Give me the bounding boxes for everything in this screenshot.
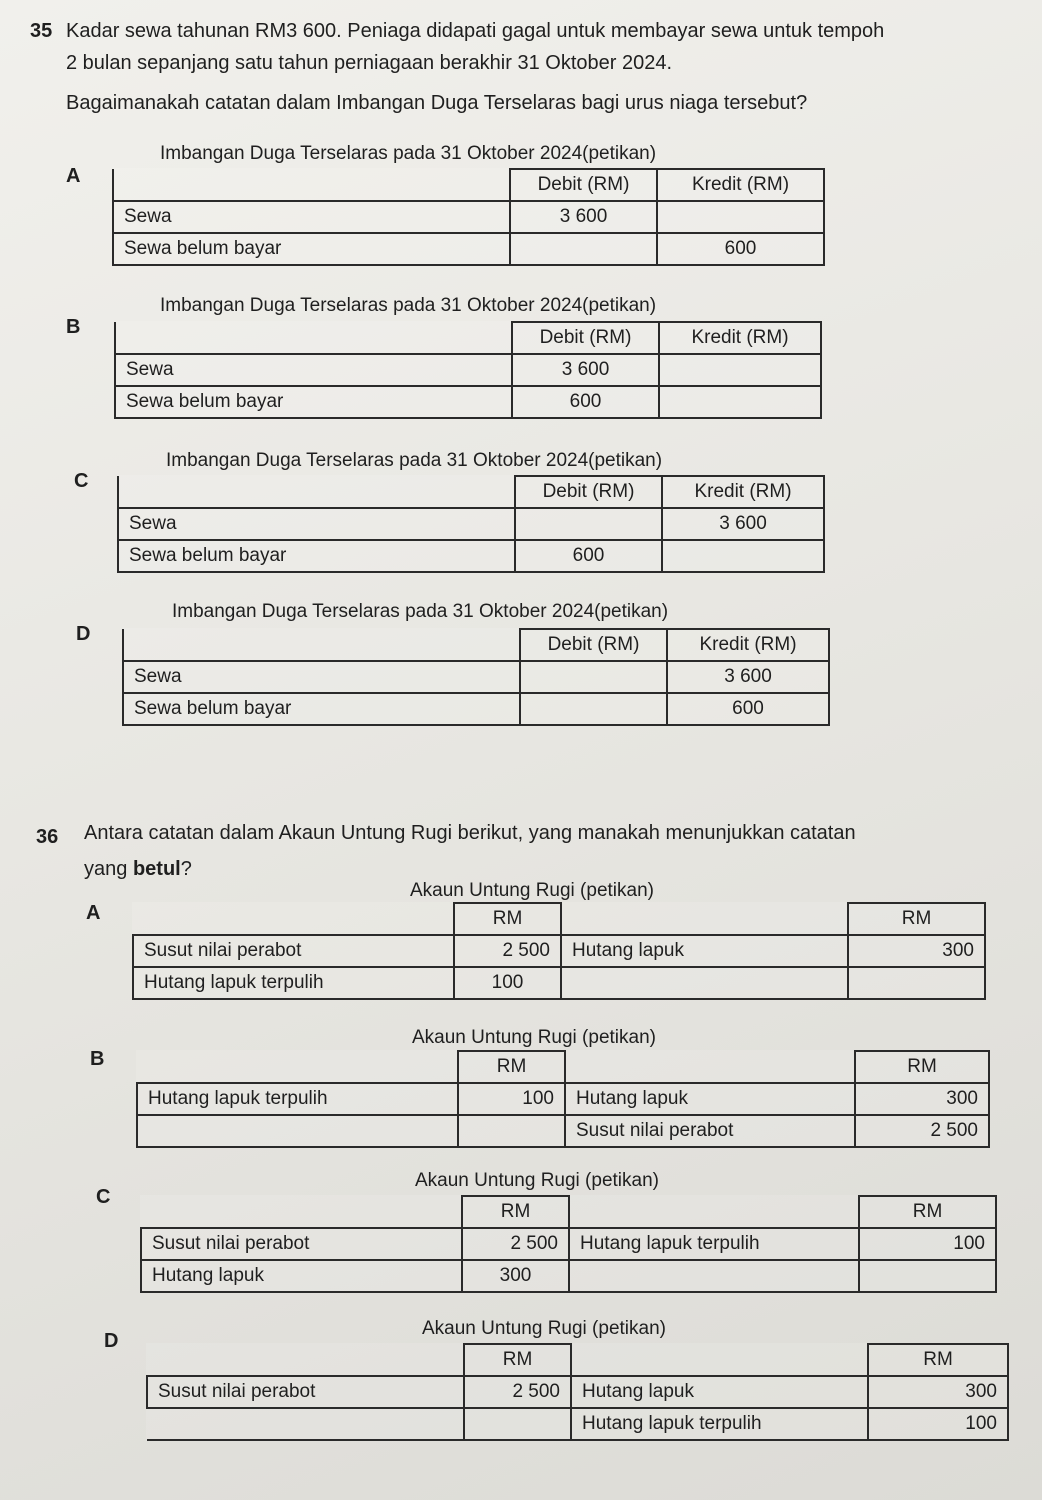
header-kredit: Kredit (RM) [667,629,829,661]
q35-option-a-table [112,168,825,266]
header-blank-right [561,903,848,935]
right-row-2-value [859,1260,996,1292]
right-row-2-label [569,1260,859,1292]
belum-bayar-debit: 600 [512,386,659,418]
header-blank [113,169,510,201]
q36-option-b-table [136,1050,990,1148]
header-blank [123,629,520,661]
question-36-number: 36 [36,826,59,848]
q36-option-b-letter[interactable]: B [90,1048,105,1070]
header-kredit: Kredit (RM) [662,476,824,508]
q35-option-b-caption: Imbangan Duga Terselaras pada 31 Oktober 2024(petikan) [160,295,657,316]
left-row-1-value: 100 [458,1083,565,1115]
row-label-sewa: Sewa [118,508,515,540]
right-row-2-label: Susut nilai perabot [565,1115,855,1147]
header-rm-left: RM [458,1051,565,1083]
header-rm-right: RM [868,1344,1008,1376]
belum-bayar-debit: 600 [515,540,662,572]
q36-option-c-caption: Akaun Untung Rugi (petikan) [415,1170,659,1191]
row-label-sewa-belum-bayar: Sewa belum bayar [113,233,510,265]
left-row-2-value: 100 [454,967,561,999]
header-kredit: Kredit (RM) [659,322,821,354]
belum-bayar-kredit [659,386,821,418]
header-blank [118,476,515,508]
header-blank-left [141,1196,462,1228]
header-blank-right [571,1344,868,1376]
header-debit: Debit (RM) [512,322,659,354]
sewa-kredit [657,201,824,233]
question-35-text-line-1: Kadar sewa tahunan RM3 600. Peniaga didapati gagal untuk membayar sewa untuk tempoh [66,20,885,42]
q35-option-b-table [114,321,822,419]
header-rm-left: RM [462,1196,569,1228]
left-row-1-value: 2 500 [462,1228,569,1260]
header-rm-right: RM [848,903,985,935]
header-debit: Debit (RM) [510,169,657,201]
belum-bayar-kredit [662,540,824,572]
q35-option-b-letter[interactable]: B [66,316,81,338]
header-rm-left: RM [464,1344,571,1376]
header-debit: Debit (RM) [520,629,667,661]
belum-bayar-debit [520,693,667,725]
q35-option-d-caption: Imbangan Duga Terselaras pada 31 Oktober 2024(petikan) [172,601,669,622]
right-row-2-value: 100 [868,1408,1008,1440]
sewa-debit [515,508,662,540]
q36-option-a-table [132,902,986,1000]
q35-option-d-letter[interactable]: D [76,623,91,645]
q35-option-d-table [122,628,830,726]
q36-line2-bold: betul [132,858,181,880]
right-row-1-value: 300 [855,1083,989,1115]
header-blank-left [133,903,454,935]
question-35-number: 35 [30,20,53,42]
sewa-debit: 3 600 [510,201,657,233]
left-row-1-label: Susut nilai perabot [147,1376,464,1408]
right-row-1-label: Hutang lapuk [571,1376,868,1408]
header-blank-right [569,1196,859,1228]
q36-option-d-table [146,1343,1009,1441]
question-36-text-line-2 [84,858,192,881]
right-row-1-value: 300 [868,1376,1008,1408]
belum-bayar-debit [510,233,657,265]
q36-option-d-letter[interactable]: D [104,1330,119,1352]
q35-option-c-table [117,475,825,573]
left-row-1-value: 2 500 [464,1376,571,1408]
header-rm-left: RM [454,903,561,935]
right-row-2-label [561,967,848,999]
q35-option-a-caption: Imbangan Duga Terselaras pada 31 Oktober 2024(petikan) [160,143,657,164]
left-row-2-value [464,1408,571,1440]
header-blank-left [137,1051,458,1083]
left-row-2-label: Hutang lapuk [141,1260,462,1292]
left-row-2-label [137,1115,458,1147]
header-debit: Debit (RM) [515,476,662,508]
q36-option-a-letter[interactable]: A [86,902,101,924]
q36-option-a-caption: Akaun Untung Rugi (petikan) [410,880,654,901]
row-label-sewa-belum-bayar: Sewa belum bayar [115,386,512,418]
sewa-kredit [659,354,821,386]
left-row-1-label: Susut nilai perabot [141,1228,462,1260]
sewa-kredit: 3 600 [667,661,829,693]
row-label-sewa: Sewa [123,661,520,693]
q36-option-c-table [140,1195,997,1293]
header-blank-left [147,1344,464,1376]
q35-option-a-letter[interactable]: A [66,165,81,187]
row-label-sewa: Sewa [115,354,512,386]
header-rm-right: RM [859,1196,996,1228]
left-row-1-label: Susut nilai perabot [133,935,454,967]
right-row-2-label: Hutang lapuk terpulih [571,1408,868,1440]
left-row-1-value: 2 500 [454,935,561,967]
right-row-1-label: Hutang lapuk [565,1083,855,1115]
right-row-1-label: Hutang lapuk [561,935,848,967]
left-row-2-value [458,1115,565,1147]
row-label-sewa-belum-bayar: Sewa belum bayar [118,540,515,572]
row-label-sewa: Sewa [113,201,510,233]
left-row-2-label [147,1408,464,1440]
q35-option-c-letter[interactable]: C [74,470,89,492]
right-row-2-value: 2 500 [855,1115,989,1147]
right-row-1-value: 100 [859,1228,996,1260]
belum-bayar-kredit: 600 [667,693,829,725]
question-36-text-line-1: Antara catatan dalam Akaun Untung Rugi berikut, yang manakah menunjukkan catatan [84,822,856,844]
q35-option-c-caption: Imbangan Duga Terselaras pada 31 Oktober 2024(petikan) [166,450,663,471]
header-blank-right [565,1051,855,1083]
header-kredit: Kredit (RM) [657,169,824,201]
right-row-2-value [848,967,985,999]
left-row-2-value: 300 [462,1260,569,1292]
sewa-kredit: 3 600 [662,508,824,540]
sewa-debit [520,661,667,693]
header-rm-right: RM [855,1051,989,1083]
header-blank [115,322,512,354]
question-35-text-line-3: Bagaimanakah catatan dalam Imbangan Duga Terselaras bagi urus niaga tersebut? [66,92,808,114]
q36-line2-prefix: yang [84,858,133,880]
question-35-text-line-2: 2 bulan sepanjang satu tahun perniagaan berakhir 31 Oktober 2024. [66,52,673,74]
left-row-1-label: Hutang lapuk terpulih [137,1083,458,1115]
right-row-1-label: Hutang lapuk terpulih [569,1228,859,1260]
left-row-2-label: Hutang lapuk terpulih [133,967,454,999]
belum-bayar-kredit: 600 [657,233,824,265]
right-row-1-value: 300 [848,935,985,967]
q36-line2-suffix: ? [180,858,192,880]
q36-option-b-caption: Akaun Untung Rugi (petikan) [412,1027,656,1048]
q36-option-d-caption: Akaun Untung Rugi (petikan) [422,1318,666,1339]
sewa-debit: 3 600 [512,354,659,386]
q36-option-c-letter[interactable]: C [96,1186,111,1208]
row-label-sewa-belum-bayar: Sewa belum bayar [123,693,520,725]
